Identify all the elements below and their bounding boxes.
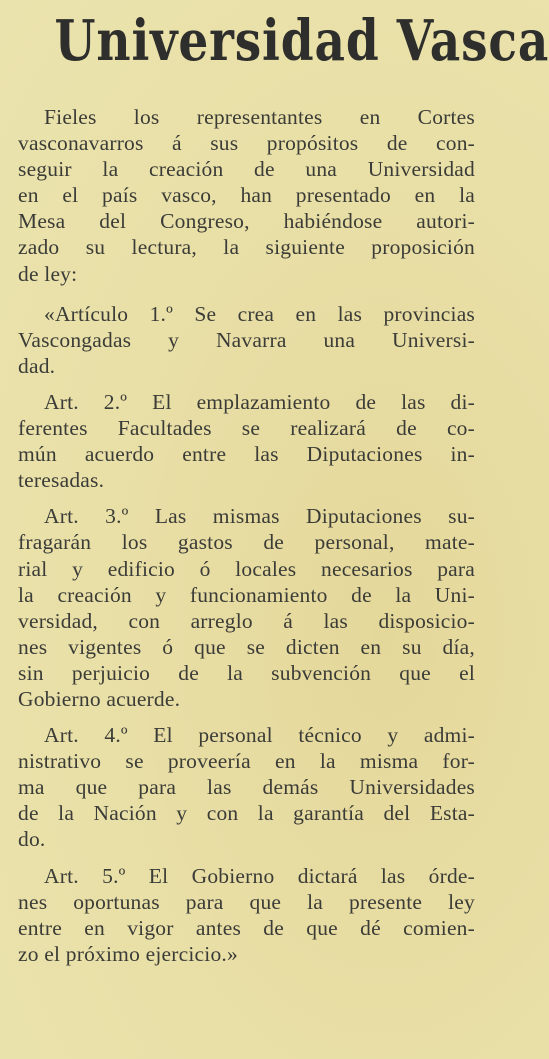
text-line: dad. (18, 353, 56, 378)
text-line: Art. 5.º El Gobierno dictará las órde- (44, 863, 475, 888)
text-line: Gobierno acuerde. (18, 686, 181, 711)
text-line: de ley: (18, 261, 78, 286)
text-line: Art. 3.º Las mismas Diputaciones su- (44, 504, 475, 529)
text-line: nes oportunas para que la presente ley (18, 889, 475, 914)
article-paragraph (18, 722, 475, 852)
text-line: Art. 2.º El emplazamiento de las di- (44, 389, 475, 414)
text-line: zo el próximo ejercicio.» (18, 941, 238, 966)
article-paragraph (18, 863, 475, 967)
text-line: rial y edificio ó locales necesarios para (18, 556, 475, 581)
text-line: Art. 4.º El personal técnico y admi- (44, 723, 475, 748)
text-line: la creación y funcionamiento de la Uni- (18, 582, 475, 607)
text-line: seguir la creación de una Universidad (18, 157, 475, 182)
text-line: entre en vigor antes de que dé comien- (18, 915, 475, 940)
article-paragraph (18, 389, 475, 493)
text-line: «Artículo 1.º Se crea en las provincias (44, 301, 475, 326)
article-body (18, 104, 475, 967)
text-line: ferentes Facultades se realizará de co- (18, 416, 475, 441)
text-line: Vascongadas y Navarra una Universi- (18, 327, 475, 352)
article-paragraph (18, 503, 475, 712)
text-line: fragarán los gastos de personal, mate- (18, 530, 475, 555)
text-line: en el país vasco, han presentado en la (18, 183, 475, 208)
article-paragraph (18, 301, 475, 379)
text-line: nistrativo se proveería en la misma for- (18, 749, 475, 774)
headline: Universidad Vasca (54, 8, 549, 74)
text-line: Mesa del Congreso, habiéndose autori- (18, 209, 475, 234)
text-line: versidad, con arreglo á las disposicio- (18, 608, 475, 633)
text-line: mún acuerdo entre las Diputaciones in- (18, 442, 475, 467)
text-line: ma que para las demás Universidades (18, 775, 475, 800)
text-line: vasconavarros á sus propósitos de con- (18, 131, 475, 156)
text-line: nes vigentes ó que se dicten en su día, (18, 634, 475, 659)
text-line: Fieles los representantes en Cortes (44, 105, 475, 129)
text-line: zado su lectura, la siguiente proposición (18, 235, 475, 260)
text-line: de la Nación y con la garantía del Esta- (18, 801, 475, 826)
article-paragraph (18, 104, 475, 287)
text-line: do. (18, 827, 46, 852)
text-line: sin perjuicio de la subvención que el (18, 660, 475, 685)
text-line: teresadas. (18, 468, 105, 493)
